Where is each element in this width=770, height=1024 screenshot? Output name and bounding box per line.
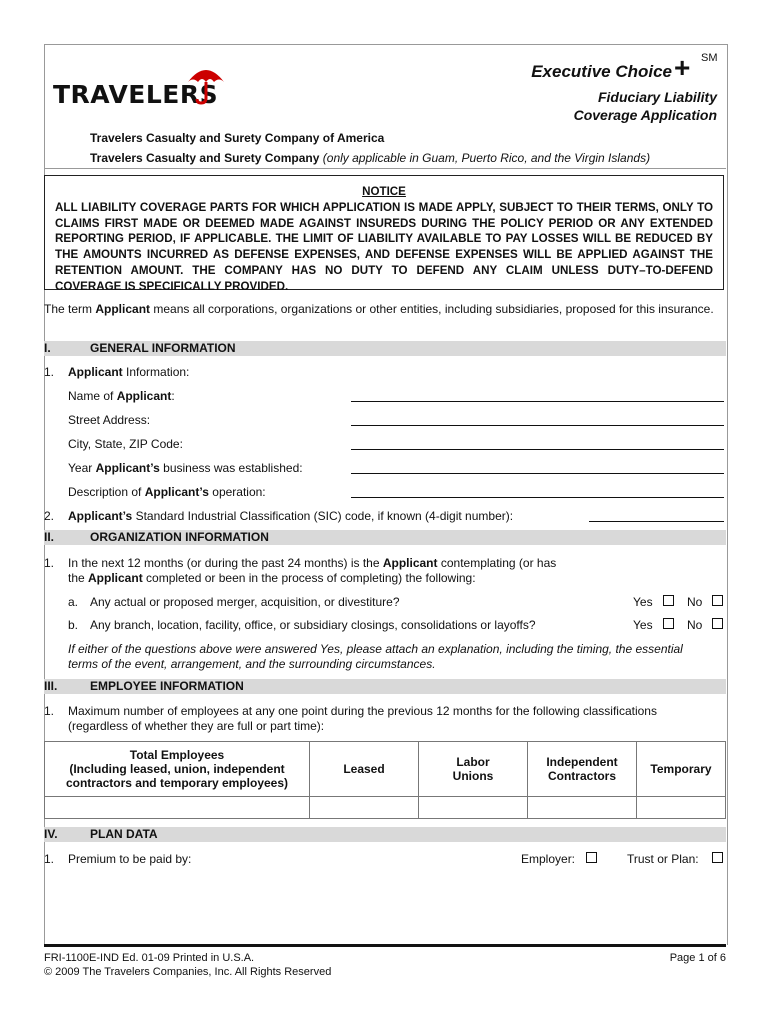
total-employees-header [45, 742, 310, 797]
sic-code-field[interactable] [589, 521, 724, 522]
form-title-line1: Fiduciary Liability [597, 89, 717, 105]
employee-question-line2: (regardless of whether they are full or part time): [68, 719, 325, 733]
intro-text: The term [44, 302, 96, 316]
label-text: : [171, 389, 175, 403]
label-text: operation: [208, 485, 266, 499]
name-field[interactable] [351, 401, 724, 402]
employer-label: Employer: [521, 852, 576, 866]
trust-plan-label: Trust or Plan: [627, 852, 699, 866]
item-letter: b. [68, 618, 79, 632]
independent-contractors-cell[interactable] [528, 797, 637, 819]
applicant-info-rest: Information: [122, 365, 190, 379]
form-title-line2: Coverage Application [573, 107, 717, 123]
labor-unions-header [419, 742, 528, 797]
header-line: Contractors [547, 769, 616, 783]
closings-no-checkbox[interactable] [712, 618, 723, 629]
page-number: Page 1 of 6 [669, 952, 726, 964]
label-bold: Applicant’s [144, 485, 209, 499]
year-established-field[interactable] [351, 473, 724, 474]
label-text: Name of [68, 389, 117, 403]
city-state-zip-field[interactable] [351, 449, 724, 450]
label-text: Description of [68, 485, 145, 499]
explanation-note-line2: terms of the event, arrangement, and the surrounding circumstances. [68, 657, 436, 671]
street-address-label: Street Address: [68, 413, 151, 427]
q-bold: Applicant [88, 571, 143, 585]
applicant-info-label [68, 365, 189, 379]
no-label: No [687, 595, 703, 609]
intro-text-rest: means all corporations, organizations or other entities, including subsidiaries, proposed for this insurance. [150, 302, 714, 316]
merger-no-checkbox[interactable] [712, 595, 723, 606]
year-established-label [68, 461, 303, 475]
question-number: 1. [44, 556, 55, 570]
independent-contractors-header [528, 742, 637, 797]
temporary-cell[interactable] [637, 797, 726, 819]
company-name-2-bold: Travelers Casualty and Surety Company [90, 151, 320, 165]
temporary-header: Temporary [637, 742, 726, 797]
notice-title: NOTICE [362, 185, 406, 198]
yes-label: Yes [633, 618, 653, 632]
q-text: In the next 12 months (or during the past 24 months) is the [68, 556, 383, 570]
label-bold: Applicant [116, 389, 172, 403]
labor-unions-cell[interactable] [419, 797, 528, 819]
section-number: II. [44, 530, 55, 544]
name-label [68, 389, 175, 403]
copyright: © 2009 The Travelers Companies, Inc. All Rights Reserved [44, 966, 332, 978]
question-number: 1. [44, 704, 55, 718]
city-state-zip-label: City, State, ZIP Code: [68, 437, 183, 451]
section-title: ORGANIZATION INFORMATION [90, 530, 269, 544]
question-number: 1. [44, 365, 55, 379]
section-number: IV. [44, 827, 58, 841]
question-number: 1. [44, 852, 55, 866]
sic-bold: Applicant’s [68, 509, 133, 523]
q-bold: Applicant [382, 556, 438, 570]
q-text: the [68, 571, 89, 585]
item-letter: a. [68, 595, 79, 609]
sic-code-label [68, 509, 513, 523]
question-number: 2. [44, 509, 55, 523]
header-line: contractors and temporary employees) [65, 776, 289, 790]
header-line: (Including leased, union, independent [69, 762, 285, 776]
travelers-logo: TRAVELERS [53, 80, 219, 109]
total-employees-cell[interactable] [45, 797, 310, 819]
q-text: completed or been in the process of completing) the following: [142, 571, 476, 585]
label-text: business was established: [159, 461, 303, 475]
header-line: Unions [452, 769, 494, 783]
explanation-note-line1: If either of the questions above were answered Yes, please attach an explanation, including the timing, the essential [68, 642, 683, 656]
company-name-2 [90, 151, 650, 165]
employee-table [44, 741, 726, 819]
company-name-2-note: (only applicable in Guam, Puerto Rico, and the Virgin Islands) [322, 151, 651, 165]
sic-rest: Standard Industrial Classification (SIC) code, if known (4-digit number): [132, 509, 514, 523]
form-id: FRI-1100E-IND Ed. 01-09 Printed in U.S.A. [44, 952, 255, 964]
description-field[interactable] [351, 497, 724, 498]
section-organization-information [44, 530, 726, 545]
section-general-information [44, 341, 726, 356]
closings-yes-checkbox[interactable] [663, 618, 674, 629]
employee-question-line1: Maximum number of employees at any one point during the previous 12 months for the following classifications [68, 704, 657, 718]
label-text: Year [68, 461, 96, 475]
notice-body: ALL LIABILITY COVERAGE PARTS FOR WHICH APPLICATION IS MADE APPLY, SUBJECT TO THEIR TERMS, ONLY TO CLAIMS FIRST MADE OR DEEMED MADE AGAINST INSUREDS DURING THE POLICY PERIOD OR ANY EXTENDED REPORTING PERIOD, IF APPLICABLE. THE LIMIT OF LIABILITY AVAILABLE TO PAY LOSSES WILL BE REDUCED BY THE AMOUNTS INCURRED AS DEFENSE EXPENSES, AND DEFENSE EXPENSES WILL BE APPLIED AGAINST THE RETENTION AMOUNT. THE COMPANY HAS NO DUTY TO DEFEND ANY CLAIM UNLESS DUTY–TO-DEFEND COVERAGE IS SPECIFICALLY PROVIDED. [55, 200, 713, 293]
table-header-row [45, 742, 726, 797]
employer-checkbox[interactable] [586, 852, 597, 863]
yes-label: Yes [633, 595, 653, 609]
trust-plan-checkbox[interactable] [712, 852, 723, 863]
header-line: Labor [456, 755, 490, 769]
header-divider [44, 168, 726, 169]
org-question-line1 [68, 556, 556, 570]
header-line: Independent [546, 755, 618, 769]
leased-header: Leased [310, 742, 419, 797]
company-name-1: Travelers Casualty and Surety Company of America [90, 131, 385, 145]
premium-question: Premium to be paid by: [68, 852, 192, 866]
street-address-field[interactable] [351, 425, 724, 426]
section-employee-information [44, 679, 726, 694]
product-title: Executive Choice [531, 62, 672, 81]
no-label: No [687, 618, 703, 632]
description-label [68, 485, 266, 499]
applicant-info-bold: Applicant [68, 365, 123, 379]
section-title: EMPLOYEE INFORMATION [90, 679, 244, 693]
plus-mark: + [674, 52, 691, 83]
section-plan-data [44, 827, 726, 842]
merger-yes-checkbox[interactable] [663, 595, 674, 606]
intro-bold: Applicant [95, 302, 151, 316]
notice-box [44, 175, 724, 293]
service-mark: SM [701, 52, 718, 64]
footer-divider [44, 944, 726, 947]
table-row [45, 797, 726, 819]
header-line: Total Employees [129, 748, 225, 762]
umbrella-icon [186, 62, 226, 106]
closings-question: Any branch, location, facility, office, or subsidiary closings, consolidations or layoffs? [90, 618, 536, 632]
leased-cell[interactable] [310, 797, 419, 819]
q-text: contemplating (or has [437, 556, 557, 570]
section-title: PLAN DATA [90, 827, 158, 841]
merger-question: Any actual or proposed merger, acquisition, or divestiture? [90, 595, 400, 609]
label-bold: Applicant’s [95, 461, 160, 475]
org-question-line2 [68, 571, 476, 585]
section-number: I. [44, 341, 51, 355]
applicant-definition [44, 302, 726, 318]
form-title [574, 88, 717, 124]
section-title: GENERAL INFORMATION [90, 341, 236, 355]
section-number: III. [44, 679, 58, 693]
